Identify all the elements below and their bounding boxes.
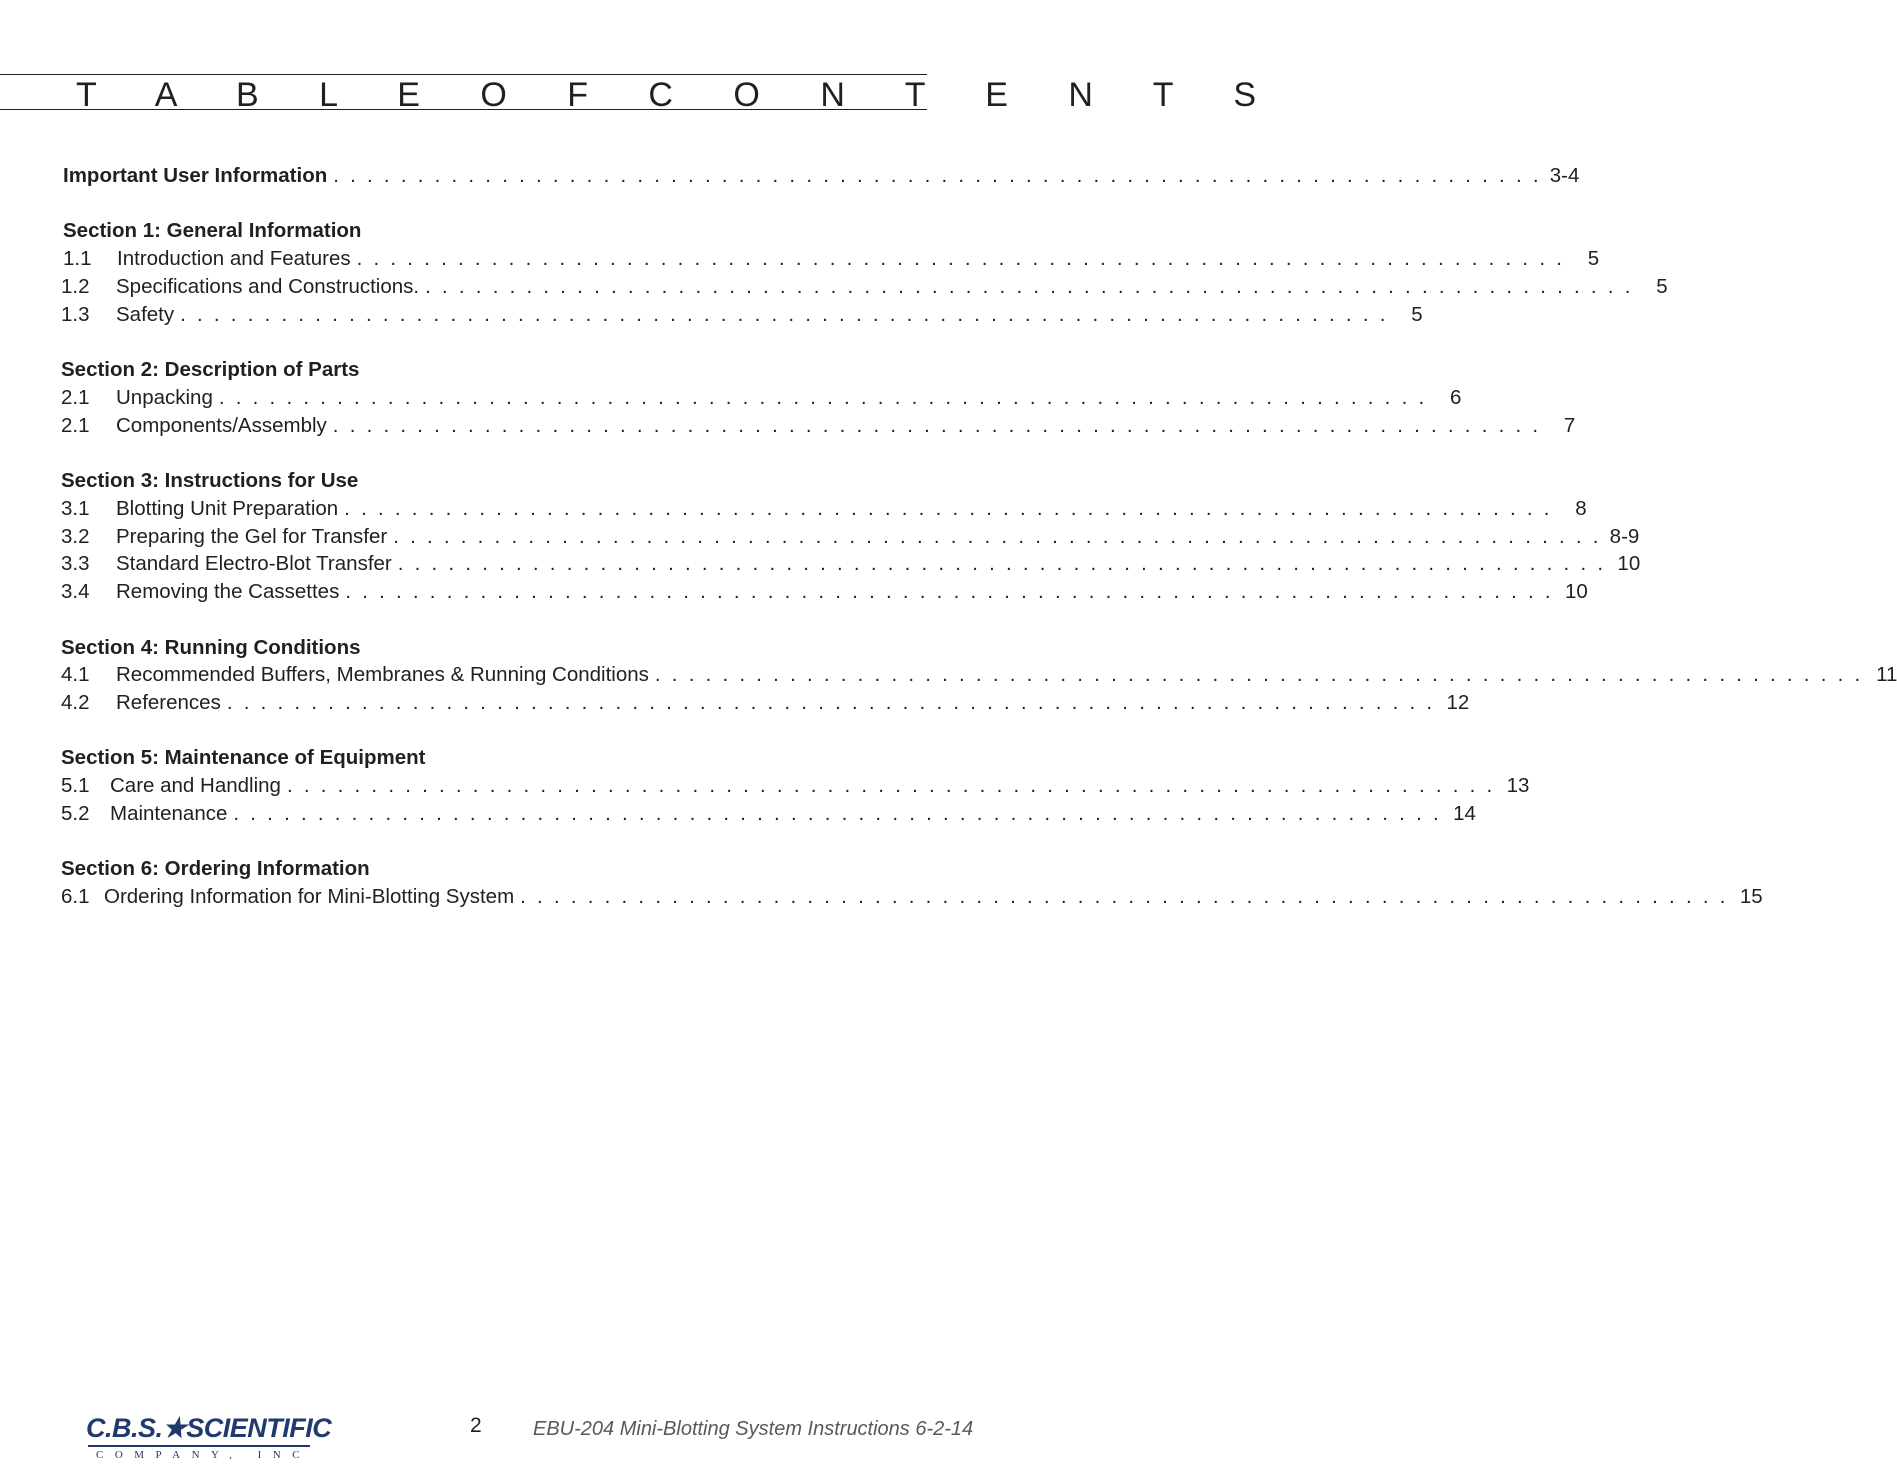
toc-entry-number: 3.1	[61, 497, 90, 520]
toc-entry-label: Maintenance	[110, 802, 228, 825]
toc-entry-number: 6.1	[61, 885, 90, 908]
toc-entry-page: 6	[1449, 386, 1462, 409]
toc-entry-label: Important User Information	[63, 164, 328, 187]
document-reference: EBU-204 Mini-Blotting System Instructions 6-2-14	[533, 1418, 974, 1440]
toc-entry-number: 1.3	[61, 303, 90, 326]
dot-leader: ........................................................................	[393, 525, 1610, 548]
toc-entry-label: Standard Electro-Blot Transfer	[116, 552, 392, 575]
toc-entry-number: 5.2	[61, 802, 90, 825]
toc-entry-page: 10	[1565, 580, 1588, 603]
toc-entry-page: 15	[1739, 885, 1763, 908]
dot-leader: ........................................................................	[226, 691, 1444, 714]
toc-entry-label: Preparing the Gel for Transfer	[116, 525, 388, 548]
toc-entry-2-1-components[interactable]	[61, 413, 1576, 439]
toc-entry-5-1[interactable]	[61, 773, 1530, 799]
section-4-heading: Section 4: Running Conditions	[61, 636, 361, 659]
section-6-heading: Section 6: Ordering Information	[61, 857, 370, 880]
section-2-heading: Section 2: Description of Parts	[61, 358, 360, 381]
toc-entry-3-1[interactable]	[61, 496, 1587, 522]
toc-entry-label: Ordering Information for Mini-Blotting System	[104, 885, 515, 908]
dot-leader: ........................................................................	[356, 247, 1574, 270]
toc-entry-1-2[interactable]	[61, 274, 1668, 300]
toc-entry-number: 3.3	[61, 552, 90, 575]
toc-entry-label: Unpacking	[116, 386, 213, 409]
toc-entry-label: Recommended Buffers, Membranes & Running Conditions	[116, 663, 649, 686]
toc-entry-page: 5	[1411, 303, 1423, 326]
toc-entry-page: 5	[1587, 247, 1600, 270]
logo-subtitle: COMPANY, INC	[96, 1449, 312, 1461]
section-5-heading: Section 5: Maintenance of Equipment	[61, 746, 426, 769]
toc-entry-important-user-info[interactable]	[63, 163, 1580, 189]
toc-entry-number: 3.2	[61, 525, 90, 548]
dot-leader: ........................................................................	[286, 774, 1504, 797]
dot-leader: ........................................................................	[333, 164, 1550, 187]
dot-leader: ........................................................................	[425, 275, 1642, 298]
toc-entry-page: 8	[1575, 497, 1587, 520]
toc-entry-number: 2.1	[61, 386, 90, 409]
toc-entry-number: 4.1	[61, 663, 90, 686]
toc-entry-page: 7	[1563, 414, 1576, 437]
dot-leader: ........................................................................	[233, 802, 1450, 825]
dot-leader: ........................................................................	[345, 580, 1562, 603]
toc-entry-page: 12	[1446, 691, 1470, 714]
toc-entry-label: Safety	[116, 303, 175, 326]
section-3-heading: Section 3: Instructions for Use	[61, 469, 359, 492]
toc-entry-1-1[interactable]	[63, 246, 1600, 272]
toc-entry-1-3[interactable]	[61, 302, 1423, 328]
toc-entry-3-4[interactable]	[61, 579, 1588, 605]
dot-leader: ........................................................................	[344, 497, 1561, 520]
company-logo	[86, 1412, 332, 1464]
section-1-heading: Section 1: General Information	[63, 219, 362, 242]
toc-entry-label: Specifications and Constructions.	[116, 275, 420, 298]
dot-leader: ........................................................................	[180, 303, 1397, 326]
toc-entry-page: 13	[1506, 774, 1530, 797]
page-title: T A B L E O F C O N T E N T S	[76, 76, 1282, 114]
dot-leader: ........................................................................	[397, 552, 1615, 575]
toc-entry-page: 5	[1656, 275, 1668, 298]
toc-entry-3-2[interactable]	[61, 524, 1640, 550]
dot-leader: ........................................................................	[520, 885, 1737, 908]
toc-entry-4-2[interactable]	[61, 690, 1470, 716]
toc-entry-number: 5.1	[61, 774, 90, 797]
toc-entry-label: Introduction and Features	[117, 247, 351, 270]
toc-entry-number: 1.1	[63, 247, 92, 270]
logo-rule	[88, 1445, 310, 1447]
toc-entry-page: 11	[1876, 663, 1897, 686]
toc-entry-3-3[interactable]	[61, 551, 1641, 577]
toc-entry-number: 2.1	[61, 414, 90, 437]
toc-entry-5-2[interactable]	[61, 801, 1476, 827]
toc-entry-page: 3-4	[1549, 164, 1580, 187]
toc-entry-2-1-unpacking[interactable]	[61, 385, 1462, 411]
dot-leader: ........................................................................	[332, 414, 1550, 437]
toc-entry-4-1[interactable]	[61, 662, 1897, 688]
toc-entry-number: 3.4	[61, 580, 90, 603]
toc-entry-page: 8-9	[1609, 525, 1640, 548]
logo-wordmark: C.B.S.★SCIENTIFIC	[86, 1413, 332, 1443]
toc-entry-label: References	[116, 691, 221, 714]
toc-entry-number: 4.2	[61, 691, 90, 714]
dot-leader: ........................................................................	[218, 386, 1436, 409]
toc-entry-page: 14	[1453, 802, 1476, 825]
page-number: 2	[470, 1414, 482, 1437]
toc-entry-label: Blotting Unit Preparation	[116, 497, 339, 520]
toc-entry-6-1[interactable]	[61, 884, 1763, 910]
toc-entry-number: 1.2	[61, 275, 90, 298]
toc-entry-page: 10	[1617, 552, 1641, 575]
toc-entry-label: Care and Handling	[110, 774, 281, 797]
dot-leader: ........................................................................	[654, 663, 1872, 686]
toc-entry-label: Removing the Cassettes	[116, 580, 340, 603]
toc-entry-label: Components/Assembly	[116, 414, 327, 437]
